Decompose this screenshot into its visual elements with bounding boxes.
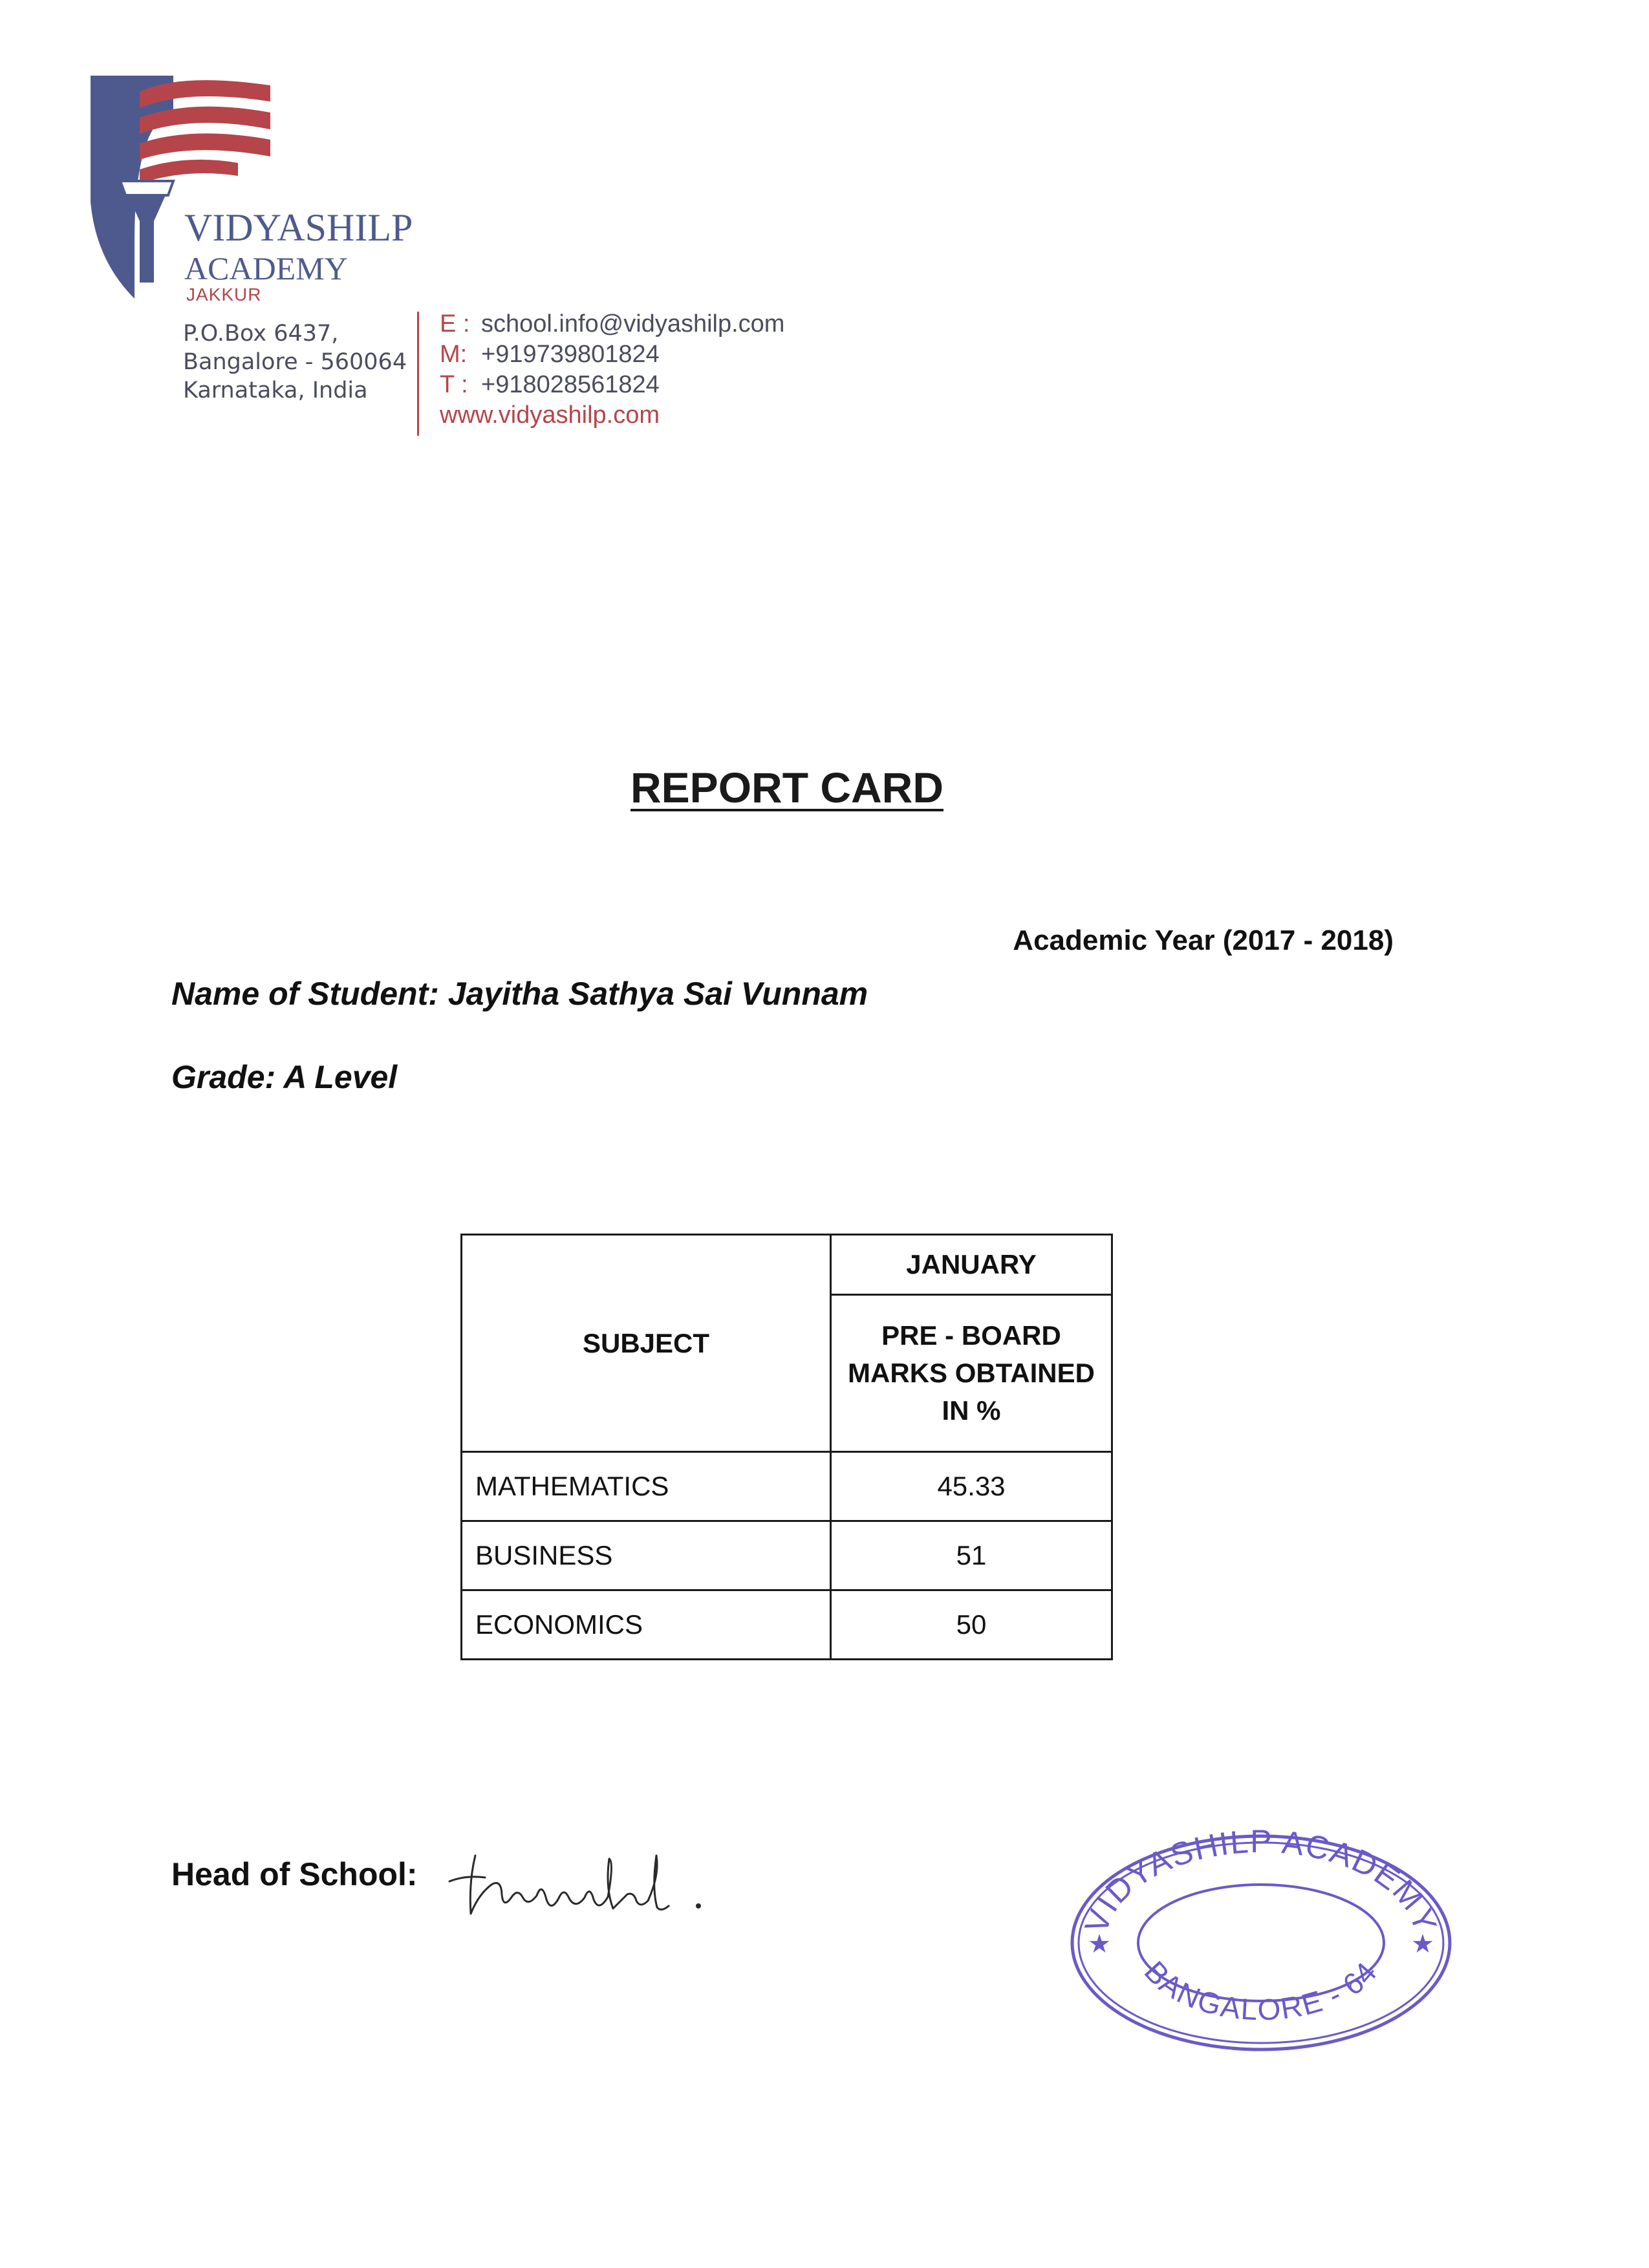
address-line: Bangalore - 560064 — [183, 349, 407, 375]
svg-text:★: ★ — [1088, 1929, 1111, 1959]
school-stamp-icon — [1061, 1823, 1461, 2062]
address-line: Karnataka, India — [183, 378, 368, 403]
page-title: REPORT CARD — [630, 764, 943, 811]
signature-icon — [440, 1836, 737, 1927]
school-locality: JAKKUR — [186, 284, 262, 305]
table-row — [462, 1521, 1112, 1590]
academic-year: Academic Year (2017 - 2018) — [1013, 925, 1394, 956]
contact-tag: E : — [440, 310, 470, 337]
contact-tag: T : — [440, 371, 468, 398]
marks-table — [460, 1234, 1113, 1660]
mark-cell: 50 — [831, 1590, 1112, 1660]
school-name-line2: ACADEMY — [184, 250, 348, 286]
subject-column-header: SUBJECT — [462, 1235, 831, 1452]
subject-cell: BUSINESS — [462, 1521, 831, 1590]
month-column-header: JANUARY — [831, 1235, 1112, 1295]
postal-address — [183, 319, 407, 405]
svg-text:VIDYASHILP ACADEMY: VIDYASHILP ACADEMY — [1077, 1823, 1445, 1938]
table-row — [462, 1452, 1112, 1521]
website-link: www.vidyashilp.com — [440, 401, 660, 429]
marks-header-line: MARKS OBTAINED — [848, 1358, 1095, 1388]
contact-mobile — [440, 339, 784, 370]
school-name-line1: VIDYASHILP — [184, 206, 413, 249]
mark-cell: 45.33 — [831, 1452, 1112, 1521]
email-value: school.info@vidyashilp.com — [481, 310, 785, 337]
contact-email — [440, 309, 784, 339]
marks-column-header — [831, 1295, 1112, 1452]
marks-header-line: PRE - BOARD — [881, 1320, 1061, 1351]
mobile-value: +919739801824 — [481, 341, 660, 368]
contact-tag: M: — [440, 341, 468, 368]
student-grade: Grade: A Level — [171, 1059, 398, 1095]
svg-text:BANGALORE - 64: BANGALORE - 64 — [1137, 1954, 1385, 2027]
telephone-value: +918028561824 — [481, 371, 660, 398]
contact-telephone — [440, 370, 784, 400]
marks-header-line: IN % — [942, 1395, 1001, 1426]
student-name: Name of Student: Jayitha Sathya Sai Vunnam — [171, 976, 868, 1012]
table-header-row — [462, 1235, 1112, 1295]
mark-cell: 51 — [831, 1521, 1112, 1590]
address-line: P.O.Box 6437, — [183, 321, 339, 347]
subject-cell: MATHEMATICS — [462, 1452, 831, 1521]
table-row — [462, 1590, 1112, 1660]
contact-block — [440, 309, 784, 431]
subject-cell: ECONOMICS — [462, 1590, 831, 1660]
head-of-school-label: Head of School: — [171, 1856, 418, 1892]
contact-divider — [417, 312, 419, 436]
svg-text:★: ★ — [1411, 1929, 1434, 1959]
